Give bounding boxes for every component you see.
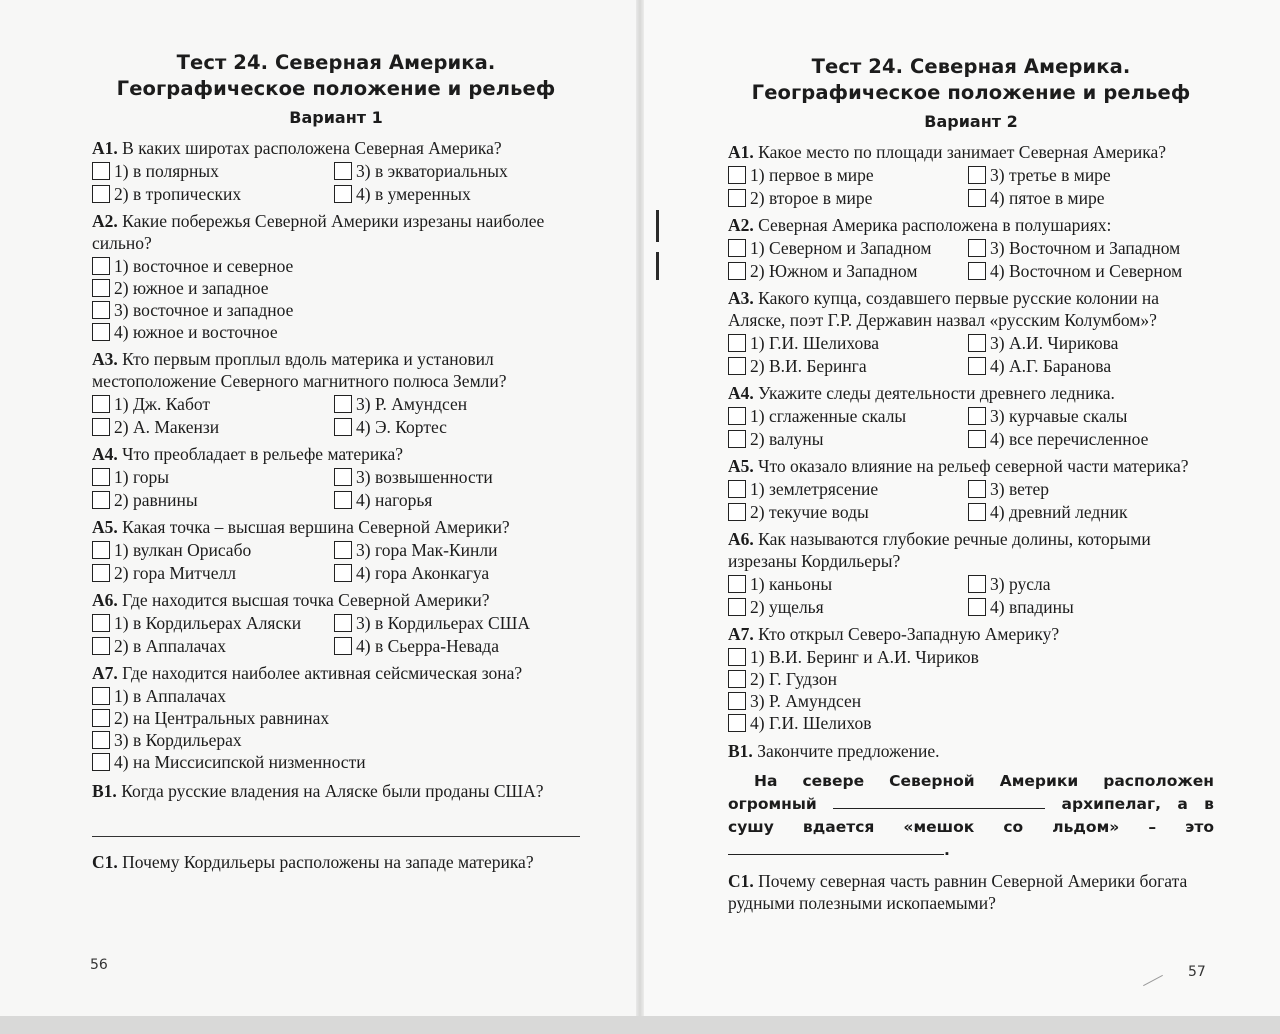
checkbox[interactable] [92,637,110,655]
answer-option[interactable] [92,416,334,438]
right-b1-number: В1. [728,741,753,761]
answer-option-label: 3) гора Мак-Кинли [356,540,498,560]
answer-options [92,612,580,657]
answer-option[interactable] [334,183,580,205]
answer-option[interactable] [968,260,1214,282]
right-question-4 [728,382,1214,450]
checkbox[interactable] [334,395,352,413]
answer-option[interactable] [728,428,968,450]
right-b1-text: Закончите предложение. [757,741,940,761]
left-question-7 [92,662,580,773]
answer-option[interactable] [728,668,1214,690]
answer-option[interactable] [334,635,580,657]
answer-option[interactable] [968,405,1214,427]
left-b1-answer-line[interactable] [92,818,580,837]
answer-option[interactable] [968,332,1214,354]
answer-option[interactable] [334,393,580,415]
question-number: А3. [728,288,754,308]
question-text: Какая точка – высшая вершина Северной Америки? [122,517,510,537]
answer-option-label: 3) в Кордильерах [114,730,242,750]
answer-option-label: 1) сглаженные скалы [750,406,907,426]
answer-option[interactable] [968,187,1214,209]
answer-option[interactable] [334,489,580,511]
question-text-line [92,348,580,392]
answer-option[interactable] [728,712,1214,734]
answer-options [92,685,580,773]
answer-option-label: 1) в полярных [114,161,219,181]
right-question-2 [728,214,1214,282]
answer-option-label: 4) все перечисленное [990,429,1149,449]
checkbox[interactable] [334,637,352,655]
question-number: А2. [728,215,754,235]
right-title-line2: Географическое положение и рельеф [751,81,1191,104]
answer-option[interactable] [728,478,968,500]
left-question-5 [92,516,580,584]
question-number: А7. [728,624,754,644]
checkbox[interactable] [92,418,110,436]
checkbox[interactable] [92,491,110,509]
question-text: Где находится высшая точка Северной Америки? [122,590,490,610]
answer-option-label: 1) Северном и Западном [750,238,932,258]
left-title-line2: Географическое положение и рельеф [116,77,556,100]
answer-option[interactable] [92,277,580,299]
question-text-line [728,455,1214,477]
question-text: Где находится наиболее активная сейсмическая зона? [122,663,523,683]
right-c1-question [728,870,1214,914]
checkbox[interactable] [968,598,986,616]
left-question-1 [92,137,580,205]
answer-option-label: 1) каньоны [750,574,833,594]
answer-options [728,164,1214,209]
answer-options [92,393,580,438]
answer-option-label: 1) горы [114,467,169,487]
answer-option[interactable] [92,183,334,205]
right-title-line1: Тест 24. Северная Америка. [811,55,1131,78]
gutter-staple-top [656,210,659,242]
question-number: А2. [92,211,118,231]
answer-option[interactable] [334,612,580,634]
answer-option-label: 4) Восточном и Северном [990,261,1183,281]
answer-option-label: 4) А.Г. Баранова [990,356,1112,376]
right-b1-part1: На севере Северной Америки расположен огромный [728,772,1214,813]
checkbox[interactable] [728,575,746,593]
checkbox[interactable] [92,564,110,582]
question-text-line [92,516,580,538]
answer-option[interactable] [92,393,334,415]
answer-option-label: 3) ветер [990,479,1050,499]
answer-option-label: 2) южное и западное [114,278,269,298]
answer-option-label: 4) впадины [990,597,1074,617]
answer-option[interactable] [92,299,580,321]
answer-options [728,646,1214,734]
right-question-7 [728,623,1214,734]
right-page-number: 57 [1188,964,1206,980]
checkbox[interactable] [728,598,746,616]
answer-option-label: 4) пятое в мире [990,188,1105,208]
answer-option[interactable] [334,416,580,438]
answer-option[interactable] [728,501,968,523]
checkbox[interactable] [334,564,352,582]
answer-options [728,237,1214,282]
answer-option-label: 2) гора Митчелл [114,563,236,583]
answer-option-label: 2) А. Макензи [114,417,220,437]
answer-option-label: 4) южное и восточное [114,322,278,342]
answer-option[interactable] [728,187,968,209]
answer-options [92,466,580,511]
checkbox[interactable] [968,239,986,257]
right-b1-part2: архипелаг, а в сушу вдается «мешок со льдом» – это [728,795,1214,836]
answer-option-label: 3) русла [990,574,1051,594]
answer-option[interactable] [968,478,1214,500]
checkbox[interactable] [968,480,986,498]
checkbox[interactable] [728,430,746,448]
right-b1-blank-2[interactable] [728,840,944,855]
checkbox[interactable] [92,468,110,486]
checkbox[interactable] [334,468,352,486]
right-page [640,0,1280,1034]
question-number: А4. [728,383,754,403]
answer-option[interactable] [968,596,1214,618]
checkbox[interactable] [968,334,986,352]
answer-option-label: 2) второе в мире [750,188,873,208]
left-title-line1: Тест 24. Северная Америка. [176,51,496,74]
answer-option-label: 2) Южном и Западном [750,261,918,281]
answer-option-label: 3) курчавые скалы [990,406,1128,426]
answer-option[interactable] [92,635,334,657]
question-text-line [92,662,580,684]
checkbox[interactable] [92,753,110,771]
answer-option[interactable] [728,405,968,427]
answer-option[interactable] [968,573,1214,595]
checkbox[interactable] [968,503,986,521]
answer-option-label: 3) Р. Амундсен [750,691,862,711]
checkbox[interactable] [92,395,110,413]
question-text: Какие побережья Северной Америки изрезаны наиболее сильно? [92,211,545,253]
checkbox[interactable] [728,648,746,666]
answer-option[interactable] [968,501,1214,523]
right-c1-text: Почему северная часть равнин Северной Америки богата рудными полезными ископаемыми? [728,871,1188,913]
checkbox[interactable] [968,262,986,280]
answer-options [728,573,1214,618]
left-b1-text: Когда русские владения на Аляске были проданы США? [121,781,544,801]
checkbox[interactable] [92,323,110,341]
checkbox[interactable] [334,614,352,632]
answer-option-label: 4) на Миссисипской низменности [114,752,366,772]
question-text: Какое место по площади занимает Северная Америка? [758,142,1167,162]
answer-option-label: 3) возвышенности [356,467,493,487]
left-question-2 [92,210,580,343]
question-text: Что оказало влияние на рельеф северной части материка? [758,456,1189,476]
question-text-line [728,623,1214,645]
left-questions [92,137,580,773]
answer-options [728,332,1214,377]
gutter-staple-bottom [656,252,659,280]
answer-option-label: 1) Г.И. Шелихова [750,333,880,353]
checkbox[interactable] [92,162,110,180]
checkbox[interactable] [728,407,746,425]
left-question-4 [92,443,580,511]
right-b1-question [728,740,1214,762]
question-number: А1. [92,138,118,158]
answer-option[interactable] [92,729,580,751]
checkbox[interactable] [728,334,746,352]
answer-option-label: 3) третье в мире [990,165,1111,185]
answer-option[interactable] [92,751,580,773]
checkbox[interactable] [334,185,352,203]
question-text-line [728,382,1214,404]
checkbox[interactable] [728,503,746,521]
answer-option[interactable] [968,164,1214,186]
answer-option-label: 1) землетрясение [750,479,879,499]
answer-option[interactable] [92,489,334,511]
answer-option[interactable] [968,355,1214,377]
checkbox[interactable] [728,357,746,375]
answer-options [728,405,1214,450]
answer-option[interactable] [728,164,968,186]
checkbox[interactable] [728,262,746,280]
checkbox[interactable] [92,279,110,297]
left-c1-question [92,851,580,873]
checkbox[interactable] [334,162,352,180]
answer-option[interactable] [334,160,580,182]
question-text: В каких широтах расположена Северная Америка? [122,138,502,158]
checkbox[interactable] [334,418,352,436]
answer-option-label: 4) Г.И. Шелихов [750,713,872,733]
checkbox[interactable] [92,614,110,632]
question-text-line [92,589,580,611]
answer-option-label: 1) в Кордильерах Аляски [114,613,302,633]
checkbox[interactable] [968,407,986,425]
answer-option-label: 1) вулкан Орисабо [114,540,252,560]
scan-bottom-edge [0,1016,1280,1034]
answer-option-label: 3) А.И. Чирикова [990,333,1119,353]
checkbox[interactable] [728,670,746,688]
answer-option[interactable] [728,332,968,354]
answer-option-label: 4) древний ледник [990,502,1128,522]
answer-option[interactable] [92,466,334,488]
answer-option-label: 1) восточное и северное [114,256,294,276]
checkbox[interactable] [968,166,986,184]
question-text: Какого купца, создавшего первые русские колонии на Аляске, поэт Г.Р. Державин назвал «русским Колумбом»? [728,288,1160,330]
question-text: Северная Америка расположена в полушариях: [758,215,1112,235]
answer-option[interactable] [334,466,580,488]
question-number: А6. [728,529,754,549]
right-b1-blank-1[interactable] [833,794,1045,809]
answer-options [728,478,1214,523]
checkbox[interactable] [728,166,746,184]
answer-option-label: 2) валуны [750,429,824,449]
checkbox[interactable] [92,257,110,275]
right-questions [728,141,1214,734]
answer-option-label: 4) в умеренных [356,184,471,204]
answer-options [92,160,580,205]
question-text-line [728,214,1214,236]
question-number: А7. [92,663,118,683]
question-number: А1. [728,142,754,162]
right-question-5 [728,455,1214,523]
right-b1-sentence [728,770,1214,862]
answer-option-label: 2) текучие воды [750,502,869,522]
left-title [92,50,580,102]
checkbox[interactable] [92,185,110,203]
checkbox[interactable] [334,491,352,509]
checkbox[interactable] [728,692,746,710]
answer-option-label: 1) в Аппалачах [114,686,226,706]
answer-option[interactable] [728,237,968,259]
question-text: Кто первым проплыл вдоль материка и установил местоположение Северного магнитного полюса Земли? [92,349,507,391]
left-question-3 [92,348,580,438]
question-text-line [728,528,1214,572]
left-question-6 [92,589,580,657]
answer-option[interactable] [968,237,1214,259]
checkbox[interactable] [92,301,110,319]
answer-option[interactable] [92,685,580,707]
answer-option-label: 1) первое в мире [750,165,874,185]
answer-option-label: 3) в экваториальных [356,161,508,181]
question-text-line [92,210,580,254]
question-text: Кто открыл Северо-Западную Америку? [758,624,1060,644]
answer-option-label: 4) нагорья [356,490,433,510]
left-c1-number: С1. [92,852,118,872]
book-gutter [636,0,644,1034]
right-variant: Вариант 2 [924,112,1018,131]
question-text-line [92,443,580,465]
answer-option-label: 2) на Центральных равнинах [114,708,330,728]
answer-option[interactable] [728,355,968,377]
answer-option-label: 2) В.И. Беринга [750,356,867,376]
question-number: А5. [92,517,118,537]
answer-option[interactable] [728,260,968,282]
right-c1-number: С1. [728,871,754,891]
question-number: А6. [92,590,118,610]
answer-option[interactable] [334,539,580,561]
checkbox[interactable] [728,189,746,207]
answer-option[interactable] [92,707,580,729]
answer-option-label: 2) равнины [114,490,198,510]
left-variant: Вариант 1 [289,108,383,127]
right-b1-end: . [944,841,950,859]
answer-option-label: 4) в Сьерра-Невада [356,636,499,656]
checkbox[interactable] [968,575,986,593]
checkbox[interactable] [968,357,986,375]
right-column [728,0,1214,914]
answer-option-label: 4) Э. Кортес [356,417,447,437]
answer-option-label: 2) Г. Гудзон [750,669,837,689]
answer-option[interactable] [92,160,334,182]
left-c1-text: Почему Кордильеры расположены на западе материка? [122,852,534,872]
answer-option[interactable] [968,428,1214,450]
answer-option-label: 3) в Кордильерах США [356,613,531,633]
answer-option[interactable] [728,573,968,595]
answer-option[interactable] [92,255,580,277]
question-text: Укажите следы деятельности древнего ледника. [758,383,1115,403]
answer-options [92,255,580,343]
question-text: Что преобладает в рельефе материка? [122,444,404,464]
answer-option-label: 4) гора Аконкагуа [356,563,490,583]
right-question-3 [728,287,1214,377]
question-number: А5. [728,456,754,476]
checkbox[interactable] [968,430,986,448]
left-page-number: 56 [90,957,108,973]
left-column [92,0,580,873]
question-text: Как называются глубокие речные долины, которыми изрезаны Кордильеры? [728,529,1151,571]
answer-options [92,539,580,584]
checkbox[interactable] [92,687,110,705]
answer-option[interactable] [92,612,334,634]
pencil-mark [1143,975,1163,986]
answer-option-label: 1) Дж. Кабот [114,394,211,414]
checkbox[interactable] [334,541,352,559]
answer-option[interactable] [92,321,580,343]
left-b1-question [92,780,580,802]
question-text-line [92,137,580,159]
answer-option[interactable] [728,690,1214,712]
checkbox[interactable] [728,239,746,257]
right-question-1 [728,141,1214,209]
answer-option-label: 3) восточное и западное [114,300,294,320]
right-question-6 [728,528,1214,618]
answer-option-label: 3) Восточном и Западном [990,238,1181,258]
checkbox[interactable] [968,189,986,207]
answer-option[interactable] [728,596,968,618]
answer-option-label: 2) в Аппалачах [114,636,226,656]
question-number: А4. [92,444,118,464]
question-text-line [728,287,1214,331]
answer-option-label: 1) В.И. Беринг и А.И. Чириков [750,647,979,667]
checkbox[interactable] [92,709,110,727]
answer-option[interactable] [92,562,334,584]
answer-option[interactable] [728,646,1214,668]
checkbox[interactable] [92,541,110,559]
answer-option-label: 3) Р. Амундсен [356,394,468,414]
right-title [728,54,1214,106]
checkbox[interactable] [728,480,746,498]
answer-option-label: 2) в тропических [114,184,242,204]
answer-option-label: 2) ущелья [750,597,824,617]
question-number: А3. [92,349,118,369]
answer-option[interactable] [334,562,580,584]
answer-option[interactable] [92,539,334,561]
checkbox[interactable] [728,714,746,732]
question-text-line [728,141,1214,163]
left-b1-number: В1. [92,781,117,801]
checkbox[interactable] [92,731,110,749]
